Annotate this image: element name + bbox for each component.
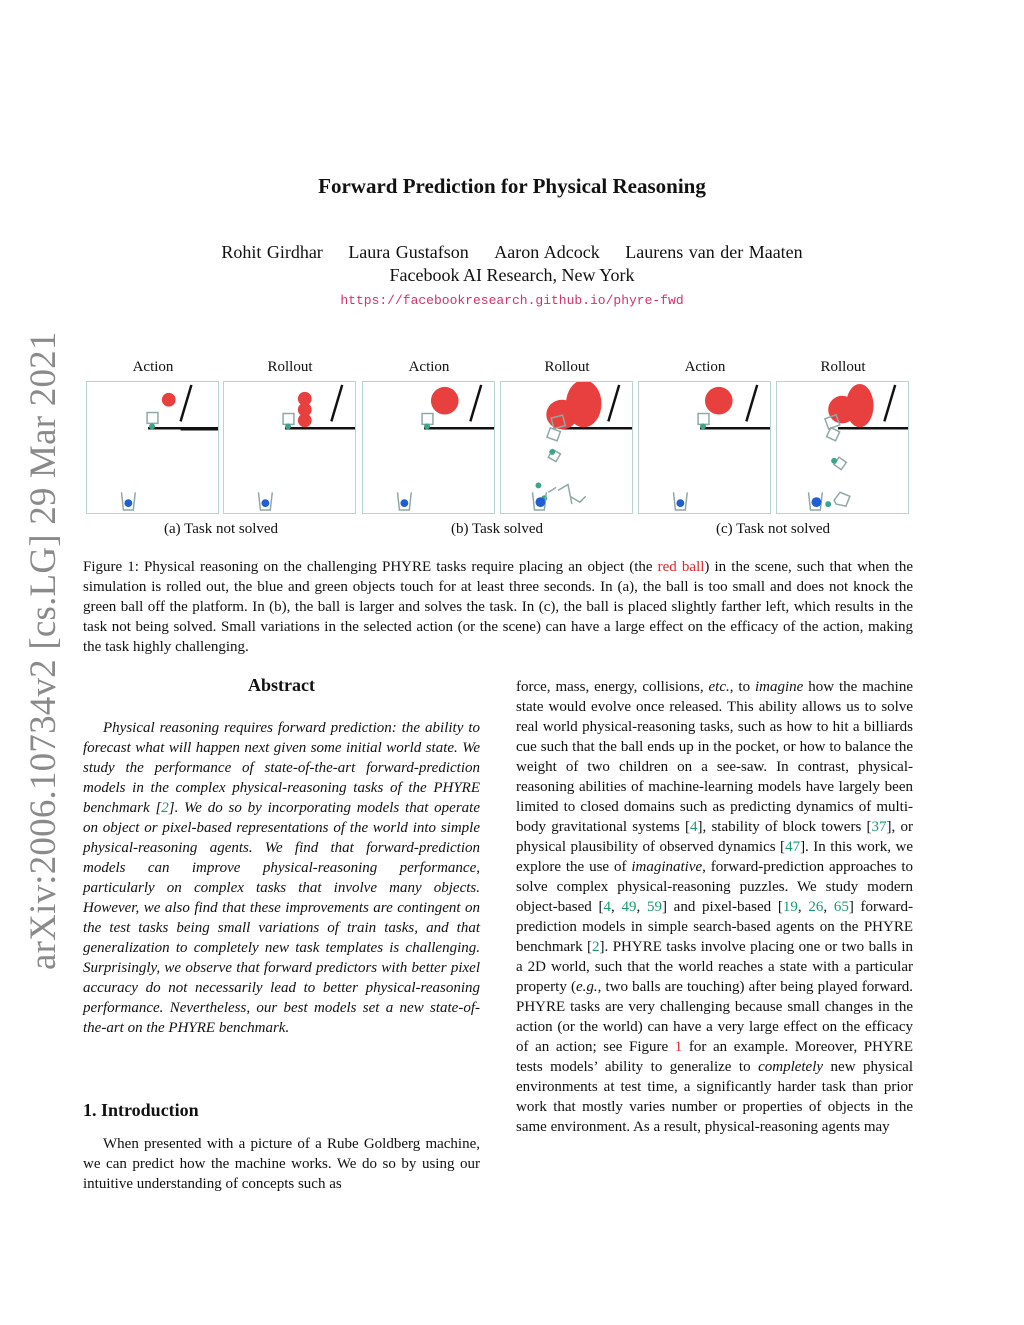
figure-panel-a-rollout — [223, 381, 356, 514]
red-ball-reference: red ball — [657, 559, 705, 575]
figure-reference-link[interactable]: 1 — [674, 1039, 683, 1055]
blue-ball — [535, 497, 545, 507]
green-ball — [700, 423, 706, 429]
panel-label: Action — [132, 359, 174, 375]
green-ball — [285, 423, 291, 429]
paper-title: Forward Prediction for Physical Reasoning — [318, 174, 706, 198]
subcaption: (a) Task not solved — [163, 521, 279, 537]
panel-label: Rollout — [820, 359, 866, 375]
red-ball — [162, 393, 176, 407]
figure-panel-a-action — [86, 381, 219, 514]
panel-label: Action — [408, 359, 450, 375]
citation-link[interactable]: 65 — [833, 899, 849, 915]
author-list — [0, 242, 1024, 263]
abstract-heading: Abstract — [248, 675, 315, 695]
red-ball — [566, 382, 601, 427]
subcaption: (b) Task solved — [451, 521, 543, 537]
author-name: Laurens van der Maaten — [625, 242, 803, 262]
citation-link[interactable]: 47 — [785, 839, 801, 855]
citation-link[interactable]: 4 — [603, 899, 612, 915]
figure-panel-b-action — [362, 381, 495, 514]
citation-link[interactable]: 37 — [871, 819, 887, 835]
intro-continuation: force, mass, energy, collisions, etc., to imagine how the machine state would evolve once released. This ability allows us to solve real world physical-reasoning tasks, such as how to hit a billiards cue such that the ball ends up in the pocket, or how to balance the weight of two children on a see-saw. In contrast, physical-reasoning abilities of machine-learning models have largely been limited to closed domains such as predicting dynamics of multi-body gravitational systems [4], stability of block towers [37], or physical plausibility of observed dynamics [47]. In this work, we explore the use of imaginative, forward-prediction approaches to solve complex physical-reasoning puzzles. We study modern object-based [4, 49, 59] and pixel-based [19, 26, 65] forward-prediction models in simple search-based agents on the PHYRE benchmark [2]. PHYRE tasks involve placing one or two balls in a 2D world, such that the world reaches a state with a particular property (e.g., two balls are touching) after being played forward. PHYRE tasks are very challenging because small changes in the action (or the world) can have a very large effect on the efficacy of an action; see Figure 1 for an example. Moreover, PHYRE tests models’ ability to generalize to completely new physical environments at test time, a significantly harder task than prior work that mostly varies number or properties of objects in the same environment. As a result, physical-reasoning agents may — [516, 679, 914, 1135]
figure-panel-c-rollout — [776, 381, 909, 514]
project-link[interactable]: https://facebookresearch.github.io/phyre-fwd — [340, 293, 684, 308]
panel-label: Rollout — [544, 359, 590, 375]
section-heading: 1. Introduction — [83, 1100, 199, 1120]
panel-label: Rollout — [267, 359, 313, 375]
citation-link[interactable]: 19 — [782, 899, 798, 915]
figure-caption: Figure 1: Physical reasoning on the challenging PHYRE tasks require placing an object (the red ball) in the scene, such that when the simulation is rolled out, the blue and green objects touch for at least three seconds. In (a), the ball is too small and does not knock the green ball off the platform. In (b), the ball is larger and solves the task. In (c), the ball is placed slightly farther left, which results in the task not being solved. Small variations in the selected action (or the scene) can have a large effect on the efficacy of the action, making the task highly challenging. — [83, 559, 913, 655]
green-ball — [825, 501, 831, 507]
abstract-text: Physical reasoning requires forward prediction: the ability to forecast what will happen next given some initial world state. We study the performance of state-of-the-art forward-prediction models in the complex physical-reasoning tasks of the PHYRE benchmark [2]. We do so by incorporating models that operate on object or pixel-based representations of the world into simple physical-reasoning agents. We find that forward-prediction models can improve physical-reasoning performance, particularly on complex tasks that involve many objects. However, we also find that these improvements are contingent on the test tasks being small variations of train tasks, and that generalization to completely new task templates is challenging. Surprisingly, we observe that forward predictors with better pixel accuracy do not necessarily lead to better physical-reasoning performance. Nevertheless, our best models set a new state-of-the-art on the PHYRE benchmark. — [83, 720, 480, 1036]
citation-link[interactable]: 59 — [646, 899, 662, 915]
figure-panel-b-rollout — [500, 381, 633, 514]
blue-ball — [676, 499, 684, 507]
green-ball — [535, 482, 541, 488]
panel-label: Action — [684, 359, 726, 375]
blue-ball — [124, 499, 132, 507]
author-name: Aaron Adcock — [494, 242, 600, 262]
figure-panel-c-action — [638, 381, 771, 514]
green-ball — [424, 423, 430, 429]
author-name: Rohit Girdhar — [221, 242, 323, 262]
red-ball — [298, 414, 312, 428]
blue-ball — [811, 497, 821, 507]
blue-ball — [400, 499, 408, 507]
citation-link[interactable]: 2 — [592, 939, 600, 955]
red-ball — [431, 387, 459, 415]
citation-link[interactable]: 4 — [690, 819, 698, 835]
citation-link[interactable]: 49 — [621, 899, 637, 915]
subcaption: (c) Task not solved — [715, 521, 831, 537]
red-ball — [846, 384, 874, 427]
affiliation: Facebook AI Research, New York — [389, 265, 635, 285]
blue-ball — [261, 499, 269, 507]
intro-paragraph: When presented with a picture of a Rube Goldberg machine, we can predict how the machine works. We do so by using our intuitive understanding of concepts such as — [83, 1136, 480, 1192]
author-name: Laura Gustafson — [348, 242, 469, 262]
arxiv-identifier: arXiv:2006.10734v2 [cs.LG] 29 Mar 2021 — [23, 331, 64, 970]
green-ball — [831, 458, 837, 464]
citation-link[interactable]: 2 — [161, 800, 169, 816]
green-ball — [149, 423, 155, 429]
red-ball — [705, 387, 733, 415]
citation-link[interactable]: 26 — [808, 899, 824, 915]
green-ball — [549, 449, 555, 455]
